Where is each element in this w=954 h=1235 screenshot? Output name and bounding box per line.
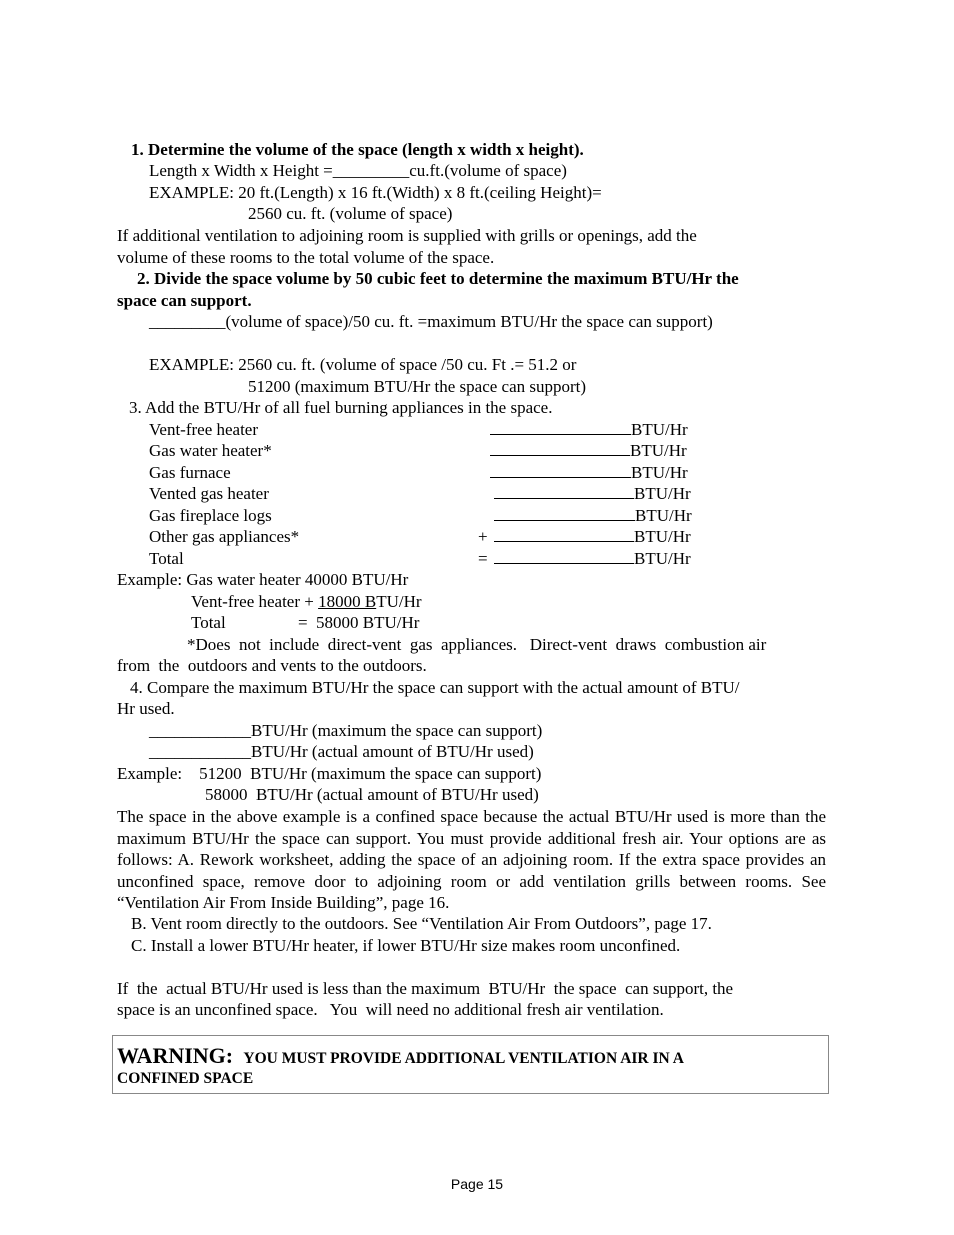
appliance-name: Total — [149, 549, 184, 568]
appliance-blank: BTU/Hr — [490, 419, 688, 440]
step4-paragraph: The space in the above example is a confined space because the actual BTU/Hr used is more than the maximum BTU/Hr the space can support. You must provide additional fresh air. Your options are as follows: A. Rework worksheet, adding the space of an adjoining room. If the extra space provides an unconfined space, remove door to adjoining room or add ventilation grills between rooms. See “Ventilation Air From Inside Building”, page 16. — [117, 807, 826, 912]
step2-example: EXAMPLE: 2560 cu. ft. (volume of space /50 cu. Ft .= 51.2 or — [149, 355, 577, 374]
step2-formula: _________(volume of space)/50 cu. ft. =maximum BTU/Hr the space can support) — [149, 312, 713, 331]
appliance-prefix: = — [478, 549, 488, 568]
step1-note-line2: volume of these rooms to the total volume of the space. — [117, 248, 495, 267]
step3-example-line2: Vent-free heater + 18000 BTU/Hr — [191, 592, 422, 611]
option-c: C. Install a lower BTU/Hr heater, if lower BTU/Hr size makes room unconfined. — [131, 936, 681, 955]
warning-text-line2: CONFINED SPACE — [117, 1070, 254, 1087]
step4-heading-line1: 4. Compare the maximum BTU/Hr the space can support with the actual amount of BTU/ — [130, 678, 740, 697]
warning-label: WARNING: — [117, 1043, 234, 1068]
step3-example-total: Total = 58000 BTU/Hr — [191, 613, 420, 632]
step1-formula: Length x Width x Height =_________cu.ft.(volume of space) — [149, 161, 567, 180]
appliance-blank: BTU/Hr — [494, 483, 691, 504]
step4-example-line2: 58000 BTU/Hr (actual amount of BTU/Hr used) — [205, 785, 539, 804]
appliance-blank: BTU/Hr — [490, 440, 687, 461]
unconfined-line2: space is an unconfined space. You will need no additional fresh air ventilation. — [117, 1000, 664, 1019]
step4-heading-line2: Hr used. — [117, 699, 175, 718]
step1-heading: 1. Determine the volume of the space (length x width x height). — [131, 140, 584, 159]
step4-blank-max: ____________BTU/Hr (maximum the space can support) — [149, 721, 543, 740]
step3-footnote-line1: *Does not include direct-vent gas appliances. Direct-vent draws combustion air — [187, 635, 767, 654]
appliance-name: Gas water heater* — [149, 441, 272, 460]
step2-example-result: 51200 (maximum BTU/Hr the space can support) — [248, 377, 587, 396]
unconfined-line1: If the actual BTU/Hr used is less than the maximum BTU/Hr the space can support, the — [117, 979, 734, 998]
warning-box — [112, 1035, 829, 1094]
step3-example: Example: Gas water heater 40000 BTU/Hr — [117, 570, 409, 589]
appliance-blank: BTU/Hr — [494, 505, 692, 526]
step1-example-result: 2560 cu. ft. (volume of space) — [248, 204, 453, 223]
step1-example: EXAMPLE: 20 ft.(Length) x 16 ft.(Width) x 8 ft.(ceiling Height)= — [149, 183, 602, 202]
appliance-blank: BTU/Hr — [494, 548, 691, 569]
appliance-name: Gas fireplace logs — [149, 506, 272, 525]
appliance-prefix: + — [478, 527, 488, 546]
appliance-name: Gas furnace — [149, 463, 231, 482]
appliance-blank: BTU/Hr — [494, 526, 691, 547]
appliance-name: Vented gas heater — [149, 484, 269, 503]
step4-blank-actual: ____________BTU/Hr (actual amount of BTU/Hr used) — [149, 742, 534, 761]
step2-heading-line1: 2. Divide the space volume by 50 cubic feet to determine the maximum BTU/Hr the — [137, 269, 739, 288]
step2-heading-line2: space can support. — [117, 291, 252, 310]
step3-footnote-line2: from the outdoors and vents to the outdoors. — [117, 656, 427, 675]
option-b: B. Vent room directly to the outdoors. See “Ventilation Air From Outdoors”, page 17. — [131, 914, 712, 933]
step4-example-line1: Example: 51200 BTU/Hr (maximum the space can support) — [117, 764, 542, 783]
warning-line1 — [117, 1045, 684, 1070]
appliance-blank: BTU/Hr — [490, 462, 688, 483]
page-number: Page 15 — [450, 1176, 504, 1192]
step3-heading: 3. Add the BTU/Hr of all fuel burning appliances in the space. — [129, 398, 553, 417]
appliance-name: Other gas appliances* — [149, 527, 300, 546]
warning-text: YOU MUST PROVIDE ADDITIONAL VENTILATION AIR IN A — [243, 1050, 684, 1067]
step1-note-line1: If additional ventilation to adjoining room is supplied with grills or openings, add the — [117, 226, 697, 245]
appliance-name: Vent-free heater — [149, 420, 259, 439]
